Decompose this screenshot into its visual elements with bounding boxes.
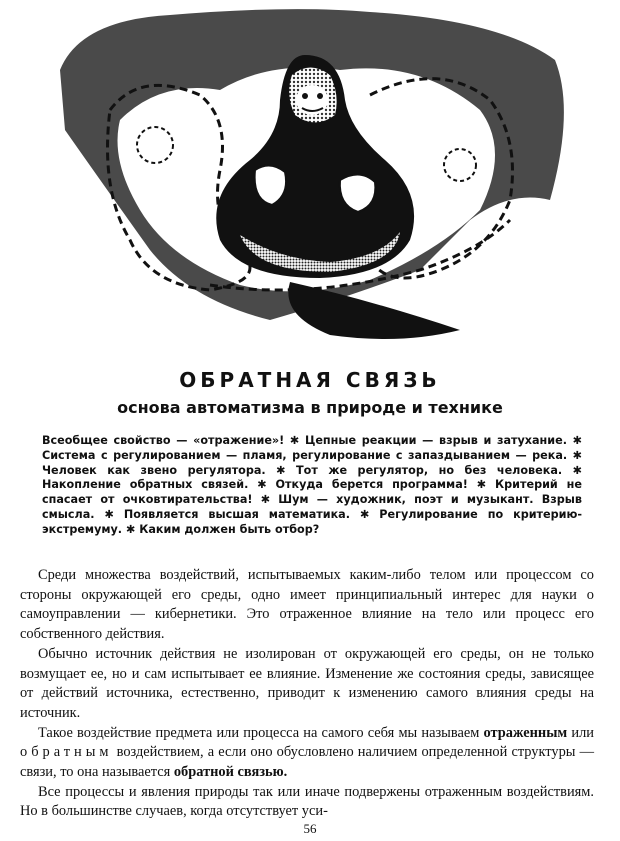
body-text (20, 566, 594, 822)
chapter-title: ОБРАТНАЯ СВЯЗЬ (179, 368, 441, 392)
text-run: Такое воздействие предмета или процесса на самого себя мы называем (38, 724, 484, 741)
text-run: или (567, 724, 595, 741)
paragraph: Все процессы и явления природы так или иначе подвержены отраженным воздействиям. Но в большинстве случаев, когда отсутствует уси- (20, 783, 594, 820)
term-reflected: отраженным (483, 724, 568, 741)
paragraph: Среди множества воздействий, испытываемых каким-либо телом или процессом со стороны окружающей его среды, одно имеет принципиальный интерес для науки о самоуправлении — кибернетики. Это отраженное влияние на тело или процесс его собственного действия. (20, 567, 594, 643)
chapter-abstract: Всеобщее свойство — «отражение»! ✱ Цепные реакции — взрыв и затухание. ✱ Система с регулированием — пламя, регулирование с запаздыванием — река. ✱ Человек как звено регулятора. ✱ Тот же регулятор, но без человека. ✱ Накопление обратных связей. ✱ Откуда берется программа! ✱ Критерий не спасает от очковтирательства! ✱ Шум — художник, поэт и музыкант. Взрыв смысла. ✱ Появляется высшая математика. ✱ Регулирование по критерию-экстремуму. ✱ Каким должен быть отбор? (42, 434, 582, 536)
term-feedback: обратной связью. (173, 764, 288, 781)
roly-poly-doll-icon (40, 0, 600, 350)
paragraph: Обычно источник действия не изолирован от окружающей его среды, он не только возмущает ее, но и сам испытывает ее влияние. Изменение же состояния среды, зависящее от действий источника, естественно, приводит к изменению самого влияния среды на источник. (20, 645, 594, 721)
term-inverse: обратным (20, 744, 113, 761)
chapter-subtitle: основа автоматизма в природе и технике (117, 398, 503, 417)
text-run: воздействием, а если оно обусловлено наличием определенной структуры — связи, то она называется (20, 744, 594, 781)
page-number: 56 (303, 821, 317, 836)
paragraph (20, 724, 594, 783)
